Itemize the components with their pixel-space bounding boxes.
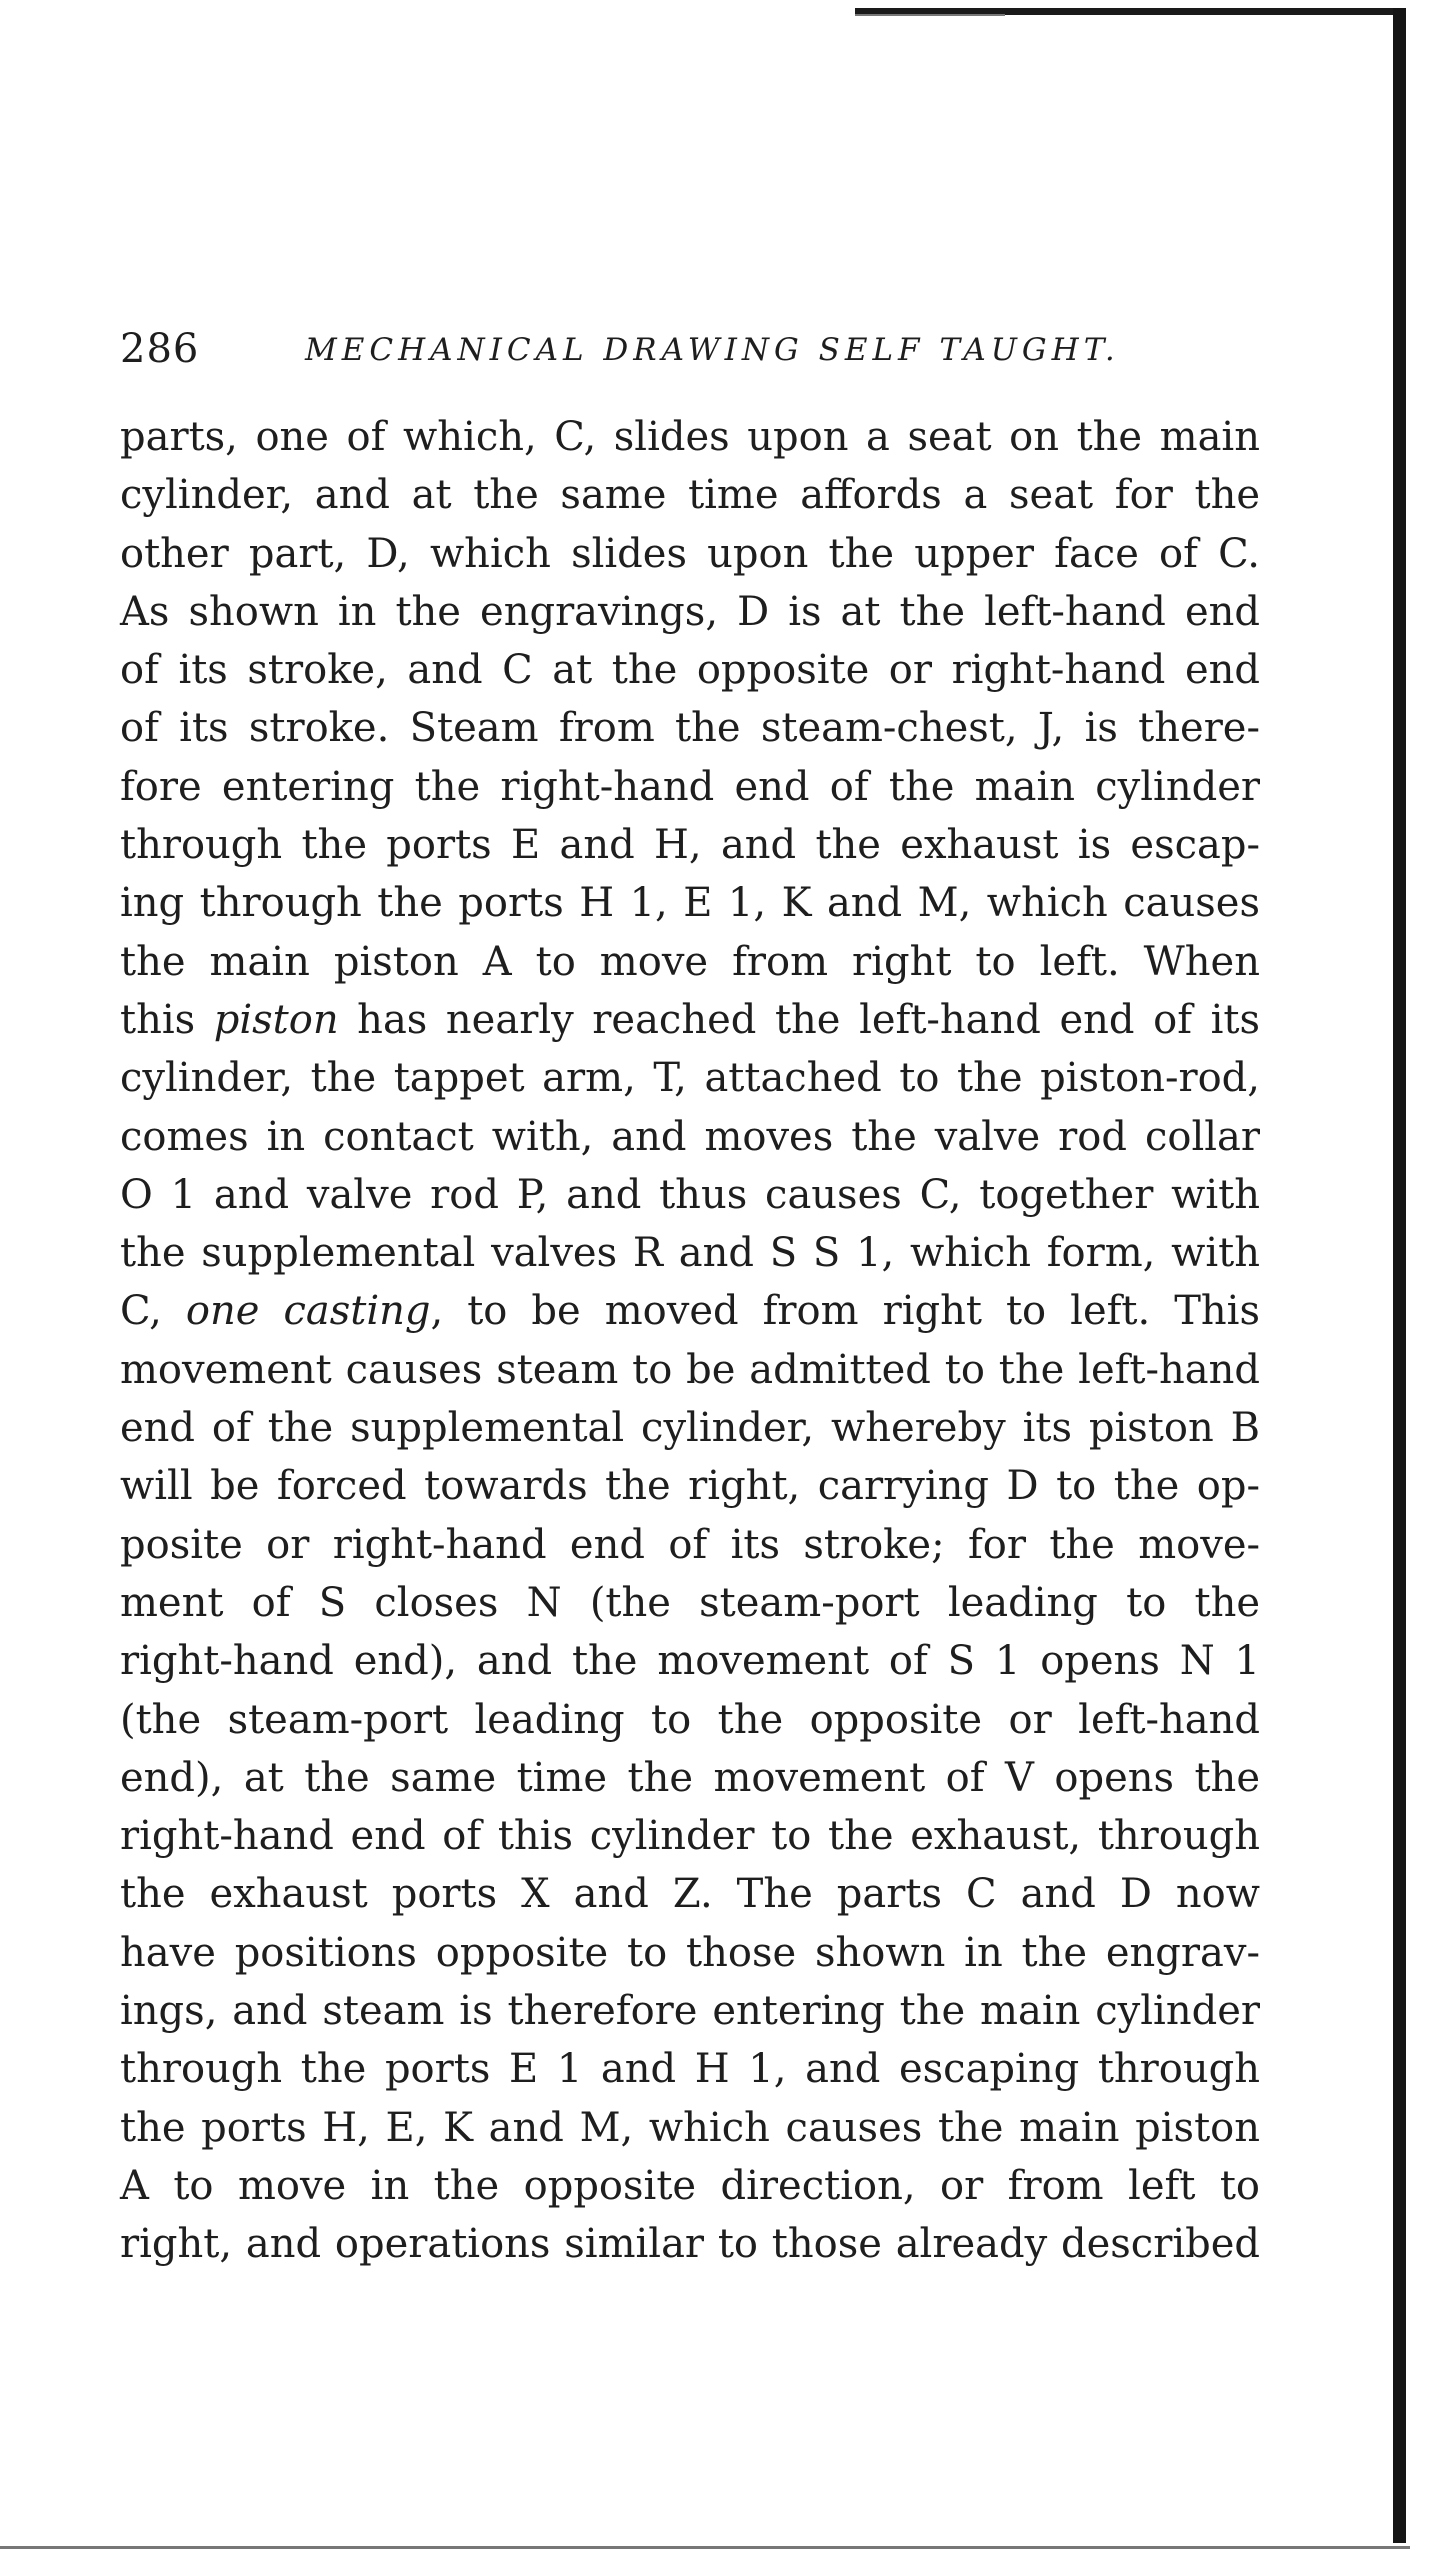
text-line-segment: , to be moved from right to left. This [430,1288,1260,1335]
text-line-segment: has nearly reached the left-hand end of its [338,996,1260,1043]
text-line-segment: this [120,996,214,1043]
text-line: right-hand end), and the movement of S 1 opens N 1 [120,1638,1260,1685]
text-line: A to move in the opposite direction, or from left to [120,2162,1260,2209]
text-line: end), at the same time the movement of V opens the [120,1754,1260,1801]
text-line: through the ports E and H, and the exhaust is escap- [120,822,1260,869]
text-line: cylinder, the tappet arm, T, attached to the piston-rod, [120,1055,1260,1102]
text-line: ings, and steam is therefore entering the main cylinder [120,1988,1260,2035]
running-head: MECHANICAL DRAWING SELF TAUGHT. [305,332,1120,368]
text-line: will be forced towards the right, carrying D to the op- [120,1463,1260,1510]
text-line: comes in contact with, and moves the valve rod collar [120,1113,1260,1160]
text-line: posite or right-hand end of its stroke; for the move- [120,1521,1260,1568]
page-header [120,320,1260,380]
text-line: have positions opposite to those shown in the engrav- [120,1929,1260,1976]
italic-emphasis: piston [213,996,339,1043]
text-line: (the steam-port leading to the opposite or left-hand [120,1696,1260,1743]
text-line: right, and operations similar to those already described [120,2221,1260,2268]
text-line: the ports H, E, K and M, which causes the main piston [120,2104,1260,2151]
body-paragraph [120,408,1260,2274]
text-line: O 1 and valve rod P, and thus causes C, together with [120,1171,1260,1218]
text-line: other part, D, which slides upon the upper face of C. [120,530,1260,577]
page-number: 286 [120,326,200,372]
text-line: movement causes steam to be admitted to the left-hand [120,1346,1260,1393]
page-edge-right-rule [1393,8,1406,2543]
italic-emphasis: one casting [185,1288,431,1335]
text-line: the main piston A to move from right to left. When [120,938,1260,985]
text-line: of its stroke, and C at the opposite or right-hand end [120,647,1260,694]
text-line: As shown in the engravings, D is at the left-hand end [120,588,1260,635]
text-line: parts, one of which, C, slides upon a seat on the main [120,414,1260,460]
text-line: right-hand end of this cylinder to the exhaust, through [120,1813,1260,1860]
text-line: ing through the ports H 1, E 1, K and M, which causes [120,880,1260,927]
page-edge-top-rule-shadow [855,14,1005,16]
text-line-segment: C, [120,1288,186,1335]
text-line: of its stroke. Steam from the steam-chest, J, is there- [120,705,1260,752]
page-edge-bottom-rule [0,2546,1410,2549]
text-line: cylinder, and at the same time affords a seat for the [120,472,1260,519]
text-line: the exhaust ports X and Z. The parts C and D now [120,1871,1260,1918]
text-line: the supplemental valves R and S S 1, which form, with [120,1230,1260,1277]
text-line [120,991,1260,1049]
text-line: fore entering the right-hand end of the main cylinder [120,763,1260,810]
text-line: ment of S closes N (the steam-port leading to the [120,1579,1260,1626]
text-line: through the ports E 1 and H 1, and escaping through [120,2046,1260,2093]
text-line [120,1282,1260,1340]
text-line: end of the supplemental cylinder, whereby its piston B [120,1405,1260,1452]
